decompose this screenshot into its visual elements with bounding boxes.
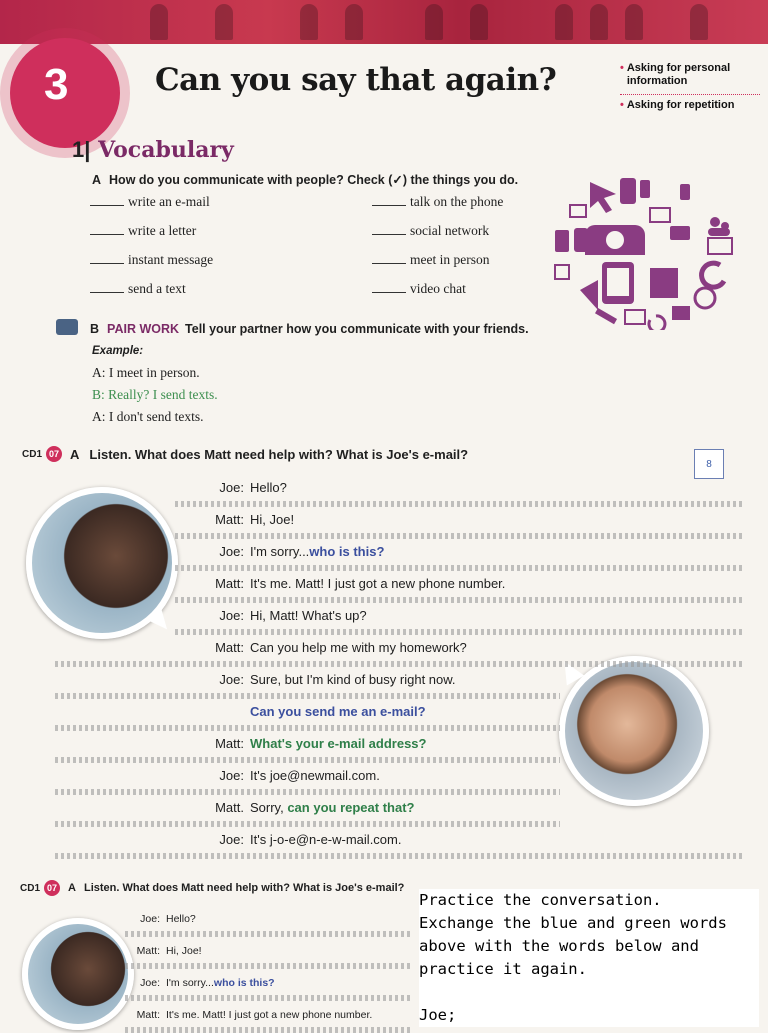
checklist-item[interactable]: social network xyxy=(372,223,489,239)
example-label: Example: xyxy=(92,345,144,357)
folder-icon xyxy=(672,306,690,320)
pair-work-tag: PAIR WORK xyxy=(107,322,180,336)
dialogue-line xyxy=(180,704,426,719)
speaker-label: Matt: xyxy=(136,1009,160,1021)
practice-line: practice it again. xyxy=(419,960,587,978)
dotted-divider xyxy=(125,1027,410,1033)
practice-line: Practice the conversation. xyxy=(419,891,662,909)
telephone-dial-icon xyxy=(606,231,624,249)
audio-track-icon[interactable]: 07 xyxy=(44,880,60,896)
dotted-divider xyxy=(55,725,560,731)
example-line: A: I meet in person. xyxy=(92,365,200,380)
dialogue-line xyxy=(110,945,202,957)
communication-icons-illustration xyxy=(550,170,740,330)
speaker-label: Matt: xyxy=(215,512,244,527)
example-line: B: Really? I send texts. xyxy=(92,387,218,402)
checklist-item[interactable]: meet in person xyxy=(372,252,489,268)
screen-icon xyxy=(570,205,586,217)
dotted-divider xyxy=(125,963,410,969)
dialogue-text: I'm sorry... xyxy=(250,544,310,559)
goal-item: • Asking for personal information xyxy=(620,62,731,87)
keypad-icon xyxy=(555,265,569,279)
goal-item: • Asking for repetition xyxy=(620,99,735,111)
dotted-divider xyxy=(55,693,560,699)
practice-line: Joe; xyxy=(419,1006,457,1024)
speaker-label: Joe: xyxy=(140,913,160,925)
dotted-divider xyxy=(175,597,745,603)
matt-photo xyxy=(559,656,709,806)
dotted-divider xyxy=(125,931,410,937)
speaker-label: Joe: xyxy=(219,544,244,559)
section-heading: 1| Vocabulary xyxy=(72,137,234,163)
monitor-icon xyxy=(625,310,645,324)
cursor-icon xyxy=(590,182,616,213)
highlight-green: What's your e-mail address? xyxy=(250,736,427,751)
checklist-item[interactable]: instant message xyxy=(90,252,213,268)
dialogue-text: Hi, Joe! xyxy=(166,945,202,957)
people-icon xyxy=(708,228,730,236)
dialogue-text: It's joe@newmail.com. xyxy=(250,768,380,783)
dialogue-line xyxy=(180,480,287,495)
dialogue-line xyxy=(110,1009,372,1021)
speaker-label: Joe: xyxy=(140,977,160,989)
practice-line: Exchange the blue and green words xyxy=(419,914,727,932)
cellphone-icon xyxy=(555,230,569,252)
highlight-blue: who is this? xyxy=(309,544,385,559)
dotted-divider xyxy=(55,757,560,763)
checklist-item[interactable]: talk on the phone xyxy=(372,194,503,210)
banner-figure xyxy=(300,4,318,40)
cellphone-icon xyxy=(574,228,588,252)
speaker-label: Matt: xyxy=(136,945,160,957)
arrow-icon xyxy=(580,280,598,310)
practice-line: above with the words below and xyxy=(419,937,699,955)
highlight-blue: Can you send me an e-mail? xyxy=(250,704,426,719)
listening-question-repeat: CD1 07 A Listen. What does Matt need help with? What is Joe's e-mail? xyxy=(20,882,405,894)
checklist-item[interactable]: write a letter xyxy=(90,223,196,239)
smartphone-screen xyxy=(607,268,629,296)
banner-figure xyxy=(425,4,443,40)
listening-question: CD1 07 A Listen. What does Matt need help with? What is Joe's e-mail? xyxy=(22,446,469,462)
example-line: A: I don't send texts. xyxy=(92,409,204,424)
speaker-label: Matt: xyxy=(215,736,244,751)
dialogue-text: I'm sorry... xyxy=(166,977,214,989)
checklist-item[interactable]: send a text xyxy=(90,281,186,297)
practice-note xyxy=(419,889,759,1027)
banner-figure xyxy=(345,4,363,40)
highlight-green: can you repeat that? xyxy=(287,800,415,815)
refresh-icon xyxy=(702,263,724,287)
practice-line xyxy=(419,981,759,1004)
cd-label: CD1 xyxy=(22,448,43,460)
page-tab-box: 8 xyxy=(694,449,724,479)
highlight-blue: who is this? xyxy=(213,977,275,989)
dialogue-text: Hi, Matt! What's up? xyxy=(250,608,367,623)
mobile-phone-icon xyxy=(620,178,636,204)
dialogue-line xyxy=(180,832,401,847)
dialogue-line xyxy=(180,512,294,527)
dialogue-line xyxy=(180,608,367,623)
pencil-icon xyxy=(595,308,617,324)
dialogue-text: It's me. Matt! I just got a new phone number. xyxy=(166,1009,373,1021)
header-photo-banner xyxy=(0,0,768,44)
dotted-divider xyxy=(55,789,560,795)
dialogue-line xyxy=(110,977,275,989)
dialogue-text: It's j-o-e@n-e-w-mail.com. xyxy=(250,832,402,847)
section-title: Vocabulary xyxy=(98,137,234,163)
dialogue-line xyxy=(180,576,505,591)
checklist-item[interactable]: write an e-mail xyxy=(90,194,210,210)
chapter-number: 3 xyxy=(44,60,69,109)
speaker-label: Matt: xyxy=(215,640,244,655)
dotted-divider xyxy=(55,853,745,859)
unit-goals xyxy=(620,62,760,112)
satellite-icon xyxy=(670,226,690,240)
speaker-label: Joe: xyxy=(219,480,244,495)
speaker-label: Matt. xyxy=(215,800,244,815)
audio-track-icon[interactable]: 07 xyxy=(46,446,62,462)
dotted-divider xyxy=(175,629,745,635)
speaker-label: Joe: xyxy=(219,768,244,783)
question-b: B PAIR WORK Tell your partner how you communicate with your friends. xyxy=(90,322,529,336)
globe-icon xyxy=(695,288,715,308)
mobile-phone-icon xyxy=(640,180,650,198)
dotted-divider xyxy=(55,661,745,667)
speaker-label: Matt: xyxy=(215,576,244,591)
question-a: A How do you communicate with people? Check (✓) the things you do. xyxy=(92,173,519,187)
banner-figure xyxy=(590,4,608,40)
dotted-divider xyxy=(55,821,560,827)
dialogue-line xyxy=(110,913,196,925)
dialogue-line xyxy=(180,768,380,783)
sync-icon xyxy=(649,316,665,330)
banner-figure xyxy=(470,4,488,40)
dialogue-line xyxy=(180,736,426,751)
dialogue-text: Hello? xyxy=(166,913,196,925)
satellite-dish-icon xyxy=(650,268,678,298)
dotted-divider xyxy=(175,501,745,507)
banner-figure xyxy=(555,4,573,40)
dialogue-line xyxy=(180,640,467,655)
banner-figure xyxy=(215,4,233,40)
laptop-icon xyxy=(708,238,732,254)
dialogue-line xyxy=(180,800,414,815)
mobile-phone-icon xyxy=(680,184,690,200)
banner-figure xyxy=(625,4,643,40)
dotted-divider xyxy=(125,995,410,1001)
speaker-label: Joe: xyxy=(219,672,244,687)
banner-figure xyxy=(150,4,168,40)
page-title: Can you say that again? xyxy=(155,62,557,98)
dotted-divider xyxy=(175,533,745,539)
dialogue-text: Hello? xyxy=(250,480,287,495)
speaker-label: Joe: xyxy=(219,608,244,623)
pair-work-icon xyxy=(56,319,78,335)
dialogue-text: It's me. Matt! I just got a new phone number. xyxy=(250,576,506,591)
checklist-item[interactable]: video chat xyxy=(372,281,466,297)
dotted-divider xyxy=(175,565,745,571)
dialogue-text: Sure, but I'm kind of busy right now. xyxy=(250,672,456,687)
dialogue-text: Can you help me with my homework? xyxy=(250,640,467,655)
dialogue-line xyxy=(180,672,456,687)
dialogue-text: Sorry, xyxy=(250,800,288,815)
people-icon xyxy=(710,217,720,227)
envelope-icon xyxy=(650,208,670,222)
dialogue-line xyxy=(180,544,384,559)
banner-figure xyxy=(690,4,708,40)
dialogue-text: Hi, Joe! xyxy=(250,512,295,527)
speaker-label: Joe: xyxy=(219,832,244,847)
